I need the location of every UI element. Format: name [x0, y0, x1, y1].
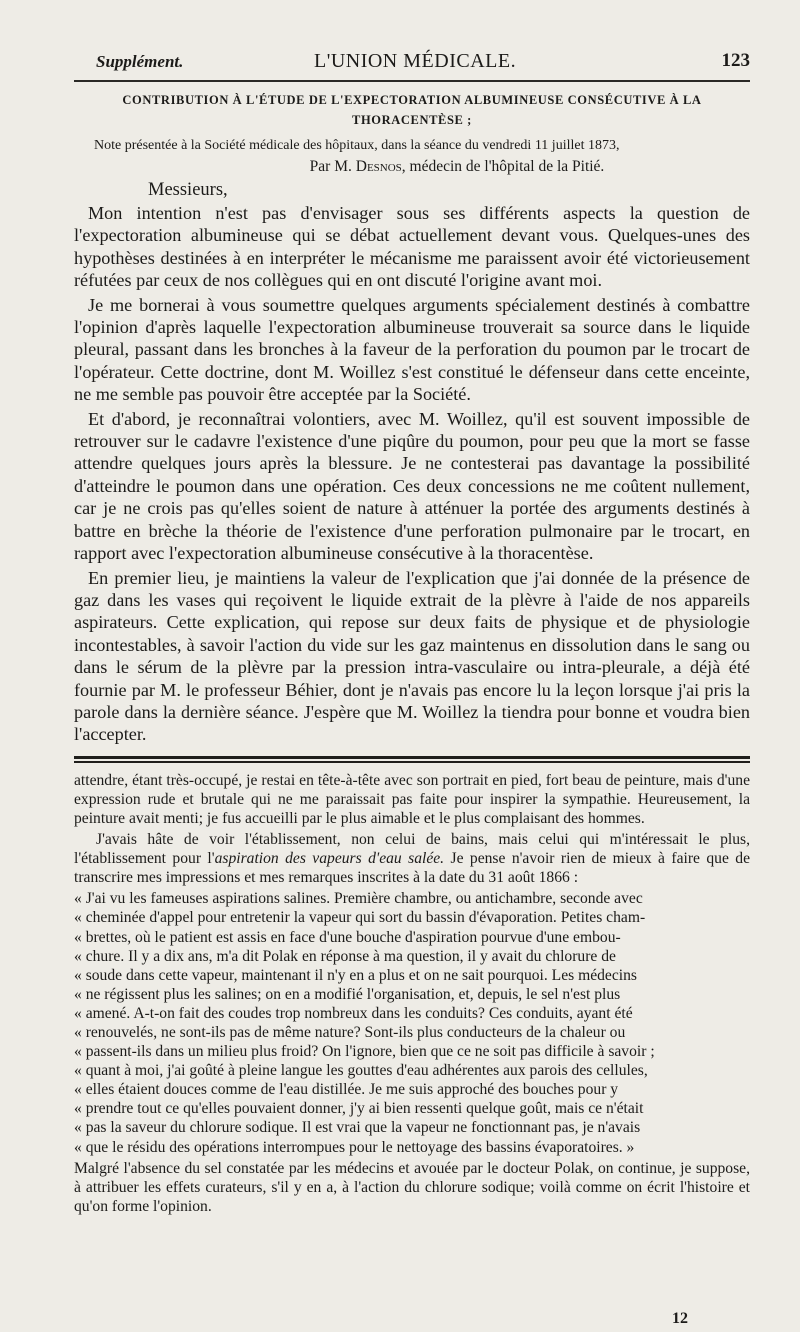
quote-line: « pas la saveur du chlorure sodique. Il est vrai que la vapeur ne fonctionnant pas, je n'avais: [74, 1119, 641, 1137]
quote-line: « amené. A-t-on fait des coudes trop nombreux dans les conduits? Ces conduits, ayant été: [74, 1004, 633, 1022]
quote-line: « brettes, où le patient est assis en face d'une bouche d'aspiration pourvue d'une embou-: [74, 928, 621, 946]
footnote-quote: [74, 889, 750, 1156]
author-suffix: , médecin de l'hôpital de la Pitié.: [401, 158, 605, 175]
quote-line: « que le résidu des opérations interrompues pour le nettoyage des bassins évaporatoires. »: [74, 1138, 635, 1156]
footnote-text: Je pense n'avoir rien de mieux à faire que de transcrire mes impressions et mes remarques inscrites à la date du 31 août 1866 :: [74, 850, 750, 887]
section-label: Supplément.: [96, 52, 184, 71]
quote-line: « cheminée d'appel pour entretenir la vapeur qui sort du bassin d'évaporation. Petites cham-: [74, 909, 646, 927]
body-paragraph: Et d'abord, je reconnaîtrai volontiers, avec M. Woillez, qu'il est souvent impossible de retrouver sur le cadavre l'existence d'une piqûre du poumon, pour peu que la mort se fasse attendre quelques jours après la blessure. Je ne contesterai pas davantage la possibilité d'atteindre le poumon dans une opération. Ces deux concessions ne me coûtent nullement, car je ne crois pas qu'elles soient de nature à atténuer la portée des arguments destinés à battre en brèche la théorie de l'existence d'une perforation pulmonaire par le trocart, en rapport avec l'expectoration albumineuse consécutive à la thoracentèse.: [74, 408, 750, 564]
body-paragraph: En premier lieu, je maintiens la valeur de l'explication que j'ai donnée de la présence de gaz dans les vases qui reçoivent le liquide extrait de la plèvre à l'aide de nos appareils aspirateurs. Cette explication, qui repose sur deux faits de physique et de physiologie incontestables, à savoir l'action du vide sur les gaz maintenus en dissolution dans le sang ou dans le sérum de la plèvre par la pression intra-vasculaire ou intra-pleurale, a déjà été fournie par M. le professeur Béhier, dont je n'avais pas encore lu la leçon lorsque j'ai pris la parole dans la dernière séance. J'espère que M. Woillez la tiendra pour bonne et voudra bien l'accepter.: [74, 567, 750, 745]
article-body: [74, 202, 750, 746]
quote-line: « passent-ils dans un milieu plus froid? On l'ignore, bien que ce ne soit pas difficile à savoir ;: [74, 1043, 655, 1061]
quote-line: « quant à moi, j'ai goûté à pleine langue les gouttes d'eau adhérentes aux parois des cellules,: [74, 1062, 648, 1080]
journal-title: L'UNION MÉDICALE.: [314, 50, 517, 72]
author-name: Desnos: [355, 158, 402, 175]
header-rule: [74, 80, 750, 82]
quote-line: « chure. Il y a dix ans, m'a dit Polak en réponse à ma question, il y avait du chlorure de: [74, 947, 616, 965]
running-head: [74, 44, 750, 80]
footnote-separator: [74, 756, 750, 763]
author-prefix: Par M.: [309, 158, 356, 175]
footnote-text: J'avais hâte de voir l'établissement, non celui de bains, mais celui qui m'intéressait le plus, l'établissement pour l': [74, 831, 750, 868]
body-paragraph: Mon intention n'est pas d'envisager sous ses différents aspects la question de l'expectoration albumineuse qui se débat actuellement devant vous. Quelques-unes des hypothèses destinées à en interpréter le mécanisme me paraissent avoir été victorieusement réfutées par ceux de nos collègues qui en ont discuté l'origine avant moi.: [74, 203, 750, 291]
quote-line: « renouvelés, ne sont-ils pas de même nature? Sont-ils plus conducteurs de la chaleur ou: [74, 1023, 626, 1041]
signature-mark: 12: [672, 1310, 688, 1327]
quote-line: « elles étaient douces comme de l'eau distillée. Je me suis approché des bouches pour y: [74, 1081, 619, 1099]
footnote-paragraph: Malgré l'absence du sel constatée par les médecins et avouée par le docteur Polak, on continue, je suppose, à attribuer les effets curateurs, s'il y en a, à l'action du chlorure sodique; voilà comme on écrit l'histoire et qu'on forme l'opinion.: [74, 1159, 750, 1215]
footnote: [74, 771, 750, 1216]
salutation: Messieurs,: [148, 180, 228, 200]
page-number: 123: [721, 50, 750, 71]
body-paragraph: Je me bornerai à vous soumettre quelques arguments spécialement destinés à combattre l'opinion d'après laquelle l'expectoration albumineuse trouverait sa source dans le liquide pleural, passant dans les bronches à la faveur de la perforation du poumon par le trocart de l'opérateur. Cette doctrine, dont M. Woillez s'est constitué le défenseur dans cette enceinte, ne me semble pas pouvoir être acceptée par la Société.: [74, 294, 750, 405]
article-note: Note présentée à la Société médicale des hôpitaux, dans la séance du vendredi 11 juillet 1873,: [94, 138, 620, 153]
quote-line: « J'ai vu les fameuses aspirations salines. Première chambre, ou antichambre, seconde avec: [74, 890, 643, 908]
quote-line: « soude dans cette vapeur, maintenant il n'y en a plus et on ne sait pourquoi. Les médecins: [74, 966, 637, 984]
article-author: [74, 156, 750, 178]
article-title: CONTRIBUTION À L'ÉTUDE DE L'EXPECTORATION ALBUMINEUSE CONSÉCUTIVE À LA THORACENTÈSE ;: [122, 93, 702, 127]
footnote-paragraph: attendre, étant très-occupé, je restai en tête-à-tête avec son portrait en pied, fort beau de peinture, mais d'une expression rude et brutale qui ne me paraissait pas faite pour inspirer la sympathie. Heureusement, la peinture avait menti; je fus accueilli par le plus aimable et le plus complaisant des hommes.: [74, 771, 750, 827]
footnote-paragraph: [74, 830, 750, 887]
footnote-emphasis: aspiration des vapeurs d'eau salée.: [214, 850, 445, 868]
quote-line: « prendre tout ce qu'elles pouvaient donner, j'y ai bien ressenti quelque goût, mais ce n'était: [74, 1100, 644, 1118]
quote-line: « ne régissent plus les salines; on en a modifié l'organisation, et, depuis, le sel n'est plus: [74, 985, 621, 1003]
